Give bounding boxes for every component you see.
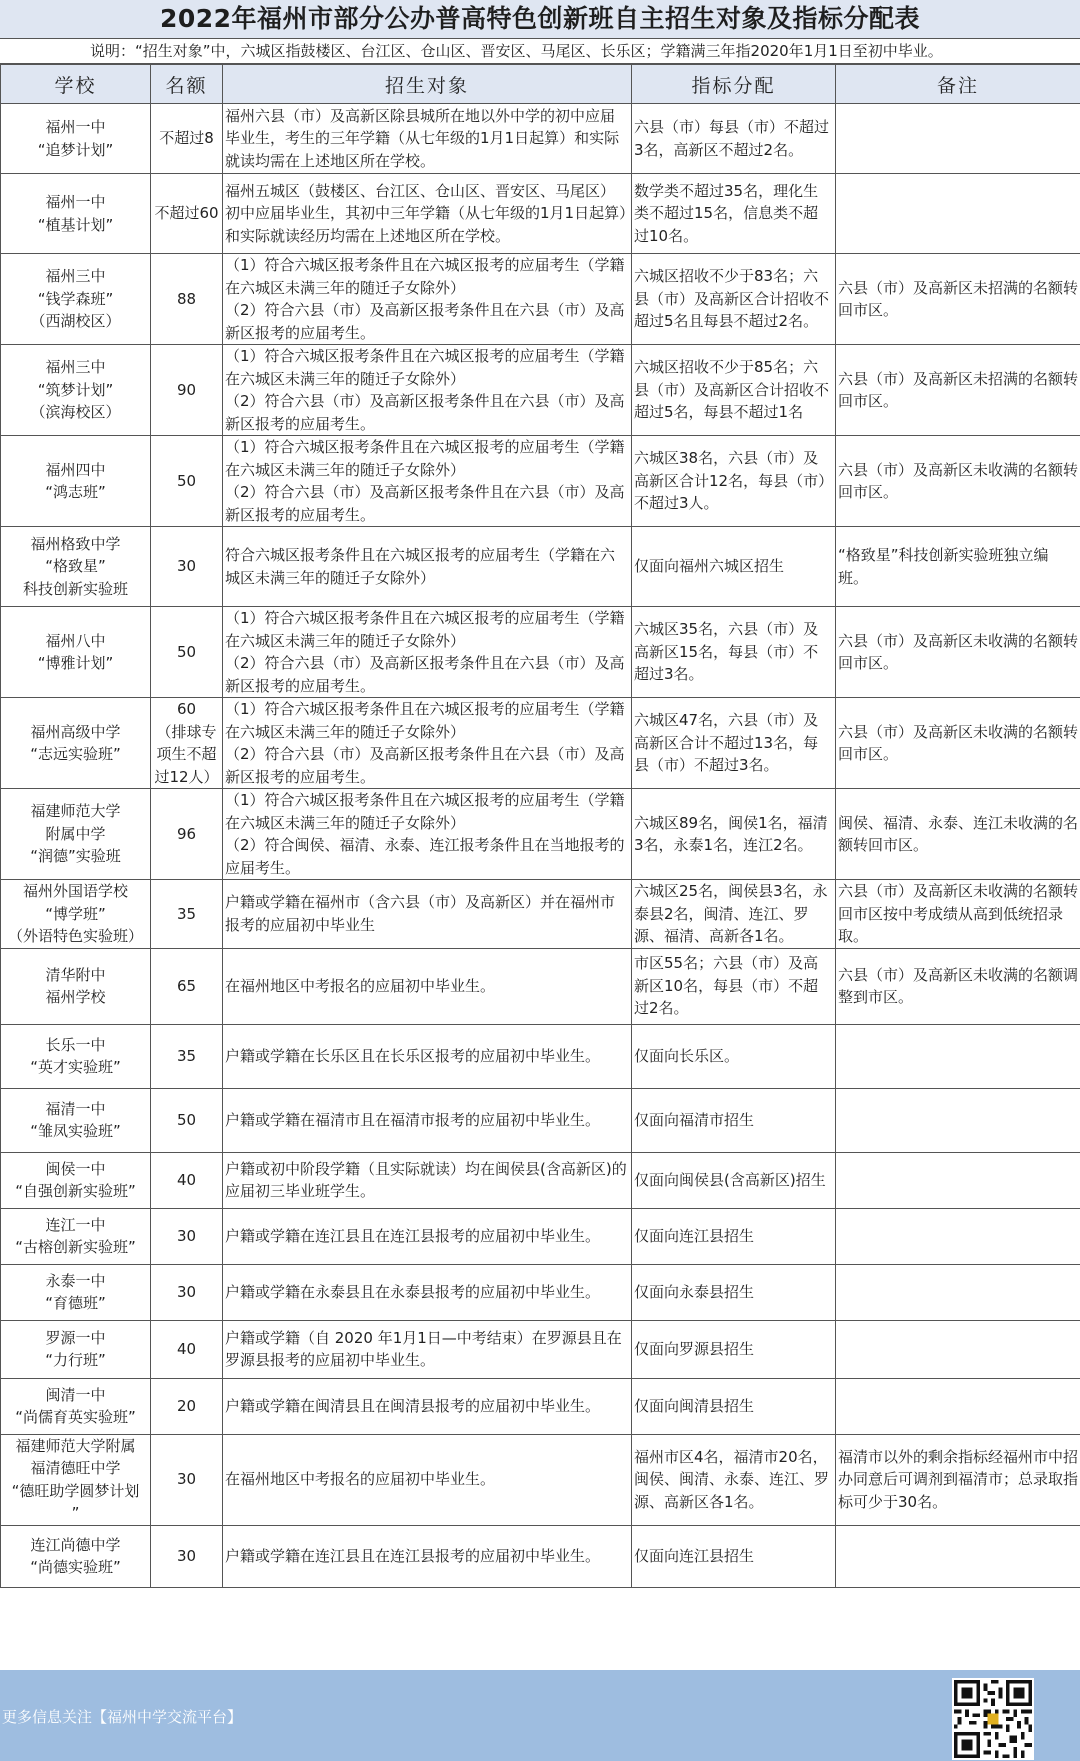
cell-remark: 六县（市）及高新区未招满的名额转回市区。 xyxy=(836,345,1080,436)
table-row xyxy=(1,789,1080,880)
cell-quota: 40 xyxy=(151,1152,223,1208)
cell-alloc: 市区55名；六县（市）及高新区10名，每县（市）不超过2名。 xyxy=(632,948,836,1024)
table-row xyxy=(1,527,1080,607)
cell-quota: 40 xyxy=(151,1320,223,1378)
cell-alloc: 六城区招收不少于85名；六县（市）及高新区合计招收不超过5名，每县不超过1名 xyxy=(632,345,836,436)
cell-school: 福州四中 “鸿志班” xyxy=(1,436,151,527)
footer-bar xyxy=(0,1670,1080,1761)
cell-school: 福州格致中学 “格致星” 科技创新实验班 xyxy=(1,527,151,607)
cell-school: 福清一中 “雏凤实验班” xyxy=(1,1088,151,1152)
header-target: 招生对象 xyxy=(223,65,632,104)
explanation-note: 说明：“招生对象”中，六城区指鼓楼区、台江区、仓山区、晋安区、马尾区、长乐区；学籍满三年指2020年1月1日至初中毕业。 xyxy=(0,39,1080,64)
cell-alloc: 六城区35名，六县（市）及高新区15名，每县（市）不超过3名。 xyxy=(632,607,836,698)
header-quota: 名额 xyxy=(151,65,223,104)
table-row xyxy=(1,1208,1080,1264)
qr-code-icon xyxy=(952,1678,1034,1760)
cell-school: 福州高级中学 “志远实验班” xyxy=(1,698,151,789)
cell-remark: 六县（市）及高新区未收满的名额转回市区。 xyxy=(836,607,1080,698)
cell-school: 福州八中 “博雅计划” xyxy=(1,607,151,698)
cell-alloc: 仅面向永泰县招生 xyxy=(632,1264,836,1320)
cell-remark: 闽侯、福清、永泰、连江未收满的名额转回市区。 xyxy=(836,789,1080,880)
cell-target: 在福州地区中考报名的应届初中毕业生。 xyxy=(223,1434,632,1525)
cell-quota: 不超过8 xyxy=(151,104,223,174)
cell-alloc: 六县（市）每县（市）不超过3名，高新区不超过2名。 xyxy=(632,104,836,174)
cell-school: 连江一中 “古榕创新实验班” xyxy=(1,1208,151,1264)
table-row xyxy=(1,1152,1080,1208)
header-remark: 备注 xyxy=(836,65,1080,104)
cell-remark xyxy=(836,1208,1080,1264)
cell-alloc: 仅面向福清市招生 xyxy=(632,1088,836,1152)
cell-alloc: 仅面向长乐区。 xyxy=(632,1024,836,1088)
cell-remark xyxy=(836,1152,1080,1208)
cell-school: 清华附中 福州学校 xyxy=(1,948,151,1024)
cell-remark: 六县（市）及高新区未招满的名额转回市区。 xyxy=(836,254,1080,345)
cell-school: 福州一中 “植基计划” xyxy=(1,174,151,254)
table-row xyxy=(1,1320,1080,1378)
cell-target: 在福州地区中考报名的应届初中毕业生。 xyxy=(223,948,632,1024)
cell-alloc: 数学类不超过35名，理化生类不超过15名，信息类不超过10名。 xyxy=(632,174,836,254)
table-row xyxy=(1,345,1080,436)
cell-school: 福建师范大学 附属中学 “润德”实验班 xyxy=(1,789,151,880)
cell-school: 长乐一中 “英才实验班” xyxy=(1,1024,151,1088)
cell-quota: 30 xyxy=(151,1264,223,1320)
cell-quota: 30 xyxy=(151,527,223,607)
cell-school: 永泰一中 “育德班” xyxy=(1,1264,151,1320)
cell-alloc: 六城区47名，六县（市）及高新区合计不超过13名，每县（市）不超过3名。 xyxy=(632,698,836,789)
allocation-table xyxy=(0,64,1080,1588)
cell-target: （1）符合六城区报考条件且在六城区报考的应届考生（学籍在六城区未满三年的随迁子女除外） （2）符合六县（市）及高新区报考条件且在六县（市）及高新区报考的应届考生。 xyxy=(223,607,632,698)
cell-alloc: 福州市区4名，福清市20名，闽侯、闽清、永泰、连江、罗源、高新区各1名。 xyxy=(632,1434,836,1525)
cell-school: 闽清一中 “尚儒育英实验班” xyxy=(1,1378,151,1434)
table-body xyxy=(1,104,1080,1588)
cell-alloc: 六城区38名，六县（市）及高新区合计12名，每县（市）不超过3人。 xyxy=(632,436,836,527)
cell-alloc: 六城区89名，闽侯1名，福清3名，永泰1名，连江2名。 xyxy=(632,789,836,880)
table-row xyxy=(1,436,1080,527)
table-row xyxy=(1,1434,1080,1525)
cell-alloc: 六城区招收不少于83名；六县（市）及高新区合计招收不超过5名且每县不超过2名。 xyxy=(632,254,836,345)
cell-target: 户籍或初中阶段学籍（且实际就读）均在闽侯县(含高新区)的应届初三毕业班学生。 xyxy=(223,1152,632,1208)
table-row xyxy=(1,174,1080,254)
cell-remark xyxy=(836,1525,1080,1587)
cell-quota: 35 xyxy=(151,880,223,949)
page-title: 2022年福州市部分公办普高特色创新班自主招生对象及指标分配表 xyxy=(0,0,1080,39)
table-row xyxy=(1,948,1080,1024)
cell-quota: 30 xyxy=(151,1434,223,1525)
cell-target: 户籍或学籍（自 2020 年1月1日—中考结束）在罗源县且在罗源县报考的应届初中毕业生。 xyxy=(223,1320,632,1378)
cell-target: 户籍或学籍在连江县且在连江县报考的应届初中毕业生。 xyxy=(223,1525,632,1587)
cell-quota: 50 xyxy=(151,1088,223,1152)
table-row xyxy=(1,1264,1080,1320)
cell-school: 福州三中 “钱学森班” （西湖校区） xyxy=(1,254,151,345)
footer-follow-text: 更多信息关注【福州中学交流平台】 xyxy=(2,1708,243,1726)
cell-target: 户籍或学籍在福清市且在福清市报考的应届初中毕业生。 xyxy=(223,1088,632,1152)
cell-quota: 不超过60 xyxy=(151,174,223,254)
cell-target: 户籍或学籍在闽清县且在闽清县报考的应届初中毕业生。 xyxy=(223,1378,632,1434)
cell-quota: 90 xyxy=(151,345,223,436)
cell-school: 罗源一中 “力行班” xyxy=(1,1320,151,1378)
cell-school: 福州一中 “追梦计划” xyxy=(1,104,151,174)
table-row xyxy=(1,880,1080,949)
cell-remark xyxy=(836,1088,1080,1152)
cell-target: 符合六城区报考条件且在六城区报考的应届考生（学籍在六城区未满三年的随迁子女除外） xyxy=(223,527,632,607)
cell-quota: 50 xyxy=(151,607,223,698)
cell-quota: 30 xyxy=(151,1208,223,1264)
cell-target: 户籍或学籍在连江县且在连江县报考的应届初中毕业生。 xyxy=(223,1208,632,1264)
cell-target: （1）符合六城区报考条件且在六城区报考的应届考生（学籍在六城区未满三年的随迁子女除外） （2）符合闽侯、福清、永泰、连江报考条件且在当地报考的应届考生。 xyxy=(223,789,632,880)
header-school: 学校 xyxy=(1,65,151,104)
cell-quota: 30 xyxy=(151,1525,223,1587)
table-row xyxy=(1,607,1080,698)
cell-remark xyxy=(836,1264,1080,1320)
table-row xyxy=(1,1525,1080,1587)
cell-remark xyxy=(836,1320,1080,1378)
cell-target: （1）符合六城区报考条件且在六城区报考的应届考生（学籍在六城区未满三年的随迁子女除外） （2）符合六县（市）及高新区报考条件且在六县（市）及高新区报考的应届考生。 xyxy=(223,254,632,345)
cell-quota: 88 xyxy=(151,254,223,345)
table-row xyxy=(1,1378,1080,1434)
cell-target: （1）符合六城区报考条件且在六城区报考的应届考生（学籍在六城区未满三年的随迁子女除外） （2）符合六县（市）及高新区报考条件且在六县（市）及高新区报考的应届考生。 xyxy=(223,698,632,789)
cell-quota: 35 xyxy=(151,1024,223,1088)
cell-remark: 六县（市）及高新区未收满的名额调整到市区。 xyxy=(836,948,1080,1024)
table-row xyxy=(1,254,1080,345)
table-row xyxy=(1,698,1080,789)
cell-school: 福州外国语学校 “博学班” （外语特色实验班） xyxy=(1,880,151,949)
cell-remark: 六县（市）及高新区未收满的名额转回市区。 xyxy=(836,698,1080,789)
cell-school: 连江尚德中学 “尚德实验班” xyxy=(1,1525,151,1587)
cell-quota: 20 xyxy=(151,1378,223,1434)
cell-alloc: 仅面向闽清县招生 xyxy=(632,1378,836,1434)
table-header-row xyxy=(1,65,1080,104)
cell-remark: 六县（市）及高新区未收满的名额转回市区按中考成绩从高到低统招录取。 xyxy=(836,880,1080,949)
cell-target: 户籍或学籍在长乐区且在长乐区报考的应届初中毕业生。 xyxy=(223,1024,632,1088)
cell-school: 闽侯一中 “自强创新实验班” xyxy=(1,1152,151,1208)
cell-remark: “格致星”科技创新实验班独立编班。 xyxy=(836,527,1080,607)
cell-target: （1）符合六城区报考条件且在六城区报考的应届考生（学籍在六城区未满三年的随迁子女除外） （2）符合六县（市）及高新区报考条件且在六县（市）及高新区报考的应届考生。 xyxy=(223,436,632,527)
table-row xyxy=(1,1088,1080,1152)
cell-remark: 福清市以外的剩余指标经福州市中招办同意后可调剂到福清市；总录取指标可少于30名。 xyxy=(836,1434,1080,1525)
header-alloc: 指标分配 xyxy=(632,65,836,104)
cell-school: 福建师范大学附属 福清德旺中学 “德旺助学圆梦计划 ” xyxy=(1,1434,151,1525)
cell-alloc: 六城区25名，闽侯县3名，永泰县2名，闽清、连江、罗源、福清、高新各1名。 xyxy=(632,880,836,949)
table-row xyxy=(1,104,1080,174)
cell-remark xyxy=(836,1024,1080,1088)
cell-target: （1）符合六城区报考条件且在六城区报考的应届考生（学籍在六城区未满三年的随迁子女除外） （2）符合六县（市）及高新区报考条件且在六县（市）及高新区报考的应届考生。 xyxy=(223,345,632,436)
cell-target: 户籍或学籍在永泰县且在永泰县报考的应届初中毕业生。 xyxy=(223,1264,632,1320)
cell-quota: 50 xyxy=(151,436,223,527)
cell-remark xyxy=(836,174,1080,254)
cell-alloc: 仅面向福州六城区招生 xyxy=(632,527,836,607)
cell-quota: 65 xyxy=(151,948,223,1024)
cell-alloc: 仅面向连江县招生 xyxy=(632,1208,836,1264)
cell-alloc: 仅面向连江县招生 xyxy=(632,1525,836,1587)
cell-remark xyxy=(836,104,1080,174)
cell-target: 福州六县（市）及高新区除县城所在地以外中学的初中应届毕业生，考生的三年学籍（从七年级的1月1日起算）和实际就读均需在上述地区所在学校。 xyxy=(223,104,632,174)
cell-alloc: 仅面向罗源县招生 xyxy=(632,1320,836,1378)
cell-quota: 60 （排球专项生不超过12人） xyxy=(151,698,223,789)
table-row xyxy=(1,1024,1080,1088)
cell-target: 福州五城区（鼓楼区、台江区、仓山区、晋安区、马尾区）初中应届毕业生，其初中三年学籍（从七年级的1月1日起算）和实际就读经历均需在上述地区所在学校。 xyxy=(223,174,632,254)
cell-school: 福州三中 “筑梦计划” （滨海校区） xyxy=(1,345,151,436)
cell-remark xyxy=(836,1378,1080,1434)
cell-remark: 六县（市）及高新区未收满的名额转回市区。 xyxy=(836,436,1080,527)
cell-target: 户籍或学籍在福州市（含六县（市）及高新区）并在福州市报考的应届初中毕业生 xyxy=(223,880,632,949)
cell-alloc: 仅面向闽侯县(含高新区)招生 xyxy=(632,1152,836,1208)
cell-quota: 96 xyxy=(151,789,223,880)
